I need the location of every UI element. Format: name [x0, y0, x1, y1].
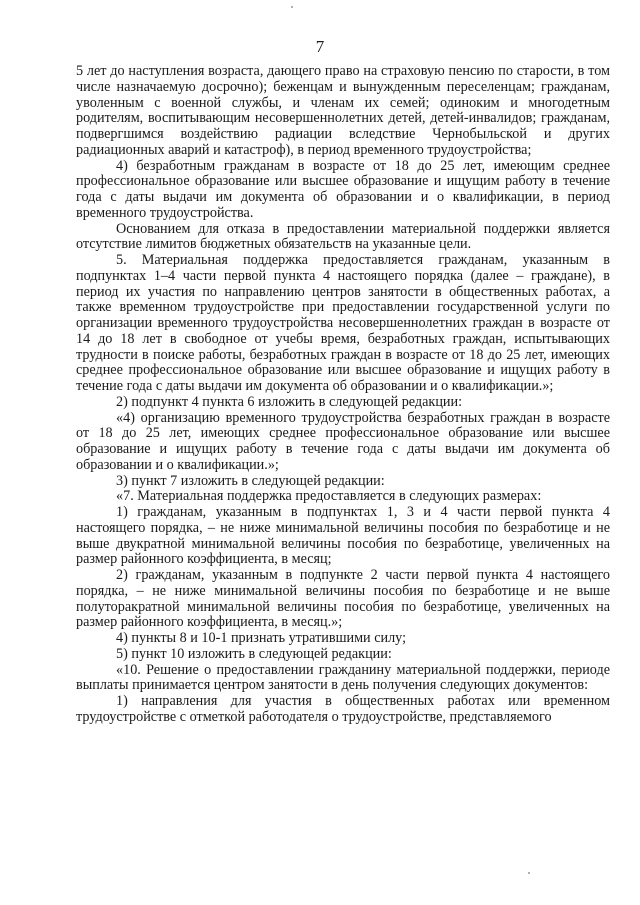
paragraph-amendment-3: 3) пункт 7 изложить в следующей редакции:	[116, 472, 385, 489]
paragraph-refusal-grounds: Основанием для отказа в предоставлении материальной поддержки является отсутствие лимитов бюджетных обязательств на указанные цели.	[76, 220, 610, 253]
paragraph-item-4: 4) безработным гражданам в возрасте от 18 до 25 лет, имеющим среднее профессиональное образование или высшее образование и ищущим работу в течение года с даты выдачи им документа об образовании и о квалификации, в период временного трудоустройства.	[76, 157, 610, 221]
paragraph-amendment-5: 5) пункт 10 изложить в следующей редакции:	[116, 645, 392, 662]
paragraph-continuation: 5 лет до наступления возраста, дающего право на страховую пенсию по старости, в том числе назначаемую досрочно); беженцам и вынужденным переселенцам; гражданам, уволенным с военной службы, и членам их семей; одиноким и многодетным родителям, воспитывающим несовершеннолетних детей, детей-инвалидов; гражданам, подвергшимся воздействию радиации вследствие Чернобыльской и других радиационных аварий и катастроф), в период временного трудоустройства;	[76, 63, 610, 158]
paragraph-new-subpoint-4: «4) организацию временного трудоустройства безработных граждан в возрасте от 18 до 25 лет, имеющих среднее профессиональное образование или высшее образование и ищущих работу в течение года с даты выдачи им документа об образовании и о квалификации.»;	[76, 409, 610, 473]
page-number: 7	[315, 37, 325, 56]
scan-speck	[291, 6, 293, 8]
paragraph-amendment-4: 4) пункты 8 и 10-1 признать утратившими силу;	[116, 630, 407, 646]
paragraph-point-7-sub-1: 1) гражданам, указанным в подпунктах 1, 3 и 4 части первой пункта 4 настоящего порядка, – не ниже минимальной величины пособия по безработице и не выше двукратной минимальной величины пособия по безработице, увеличенных на размер районного коэффициента, в месяц;	[76, 504, 610, 568]
scan-speck	[528, 872, 530, 874]
paragraph-amendment-2: 2) подпункт 4 пункта 6 изложить в следующей редакции:	[116, 393, 463, 410]
document-body	[76, 64, 610, 726]
paragraph-point-7-sub-2: 2) гражданам, указанным в подпункте 2 части первой пункта 4 настоящего порядка, – не ниже минимальной величины пособия по безработице и не выше полуторакратной минимальной величины пособия по безработице, увеличенных на размер районного коэффициента, в месяц.»;	[76, 567, 610, 631]
paragraph-point-10: «10. Решение о предоставлении гражданину материальной поддержки, периоде выплаты принимается центром занятости в день получения следующих документов:	[76, 661, 610, 694]
paragraph-point-10-sub-1: 1) направления для участия в общественных работах или временном трудоустройстве с отметкой работодателя о трудоустройстве, представляемого	[76, 693, 610, 725]
paragraph-point-7: «7. Материальная поддержка предоставляется в следующих размерах:	[116, 488, 542, 505]
paragraph-point-5: 5. Материальная поддержка предоставляется гражданам, указанным в подпунктах 1–4 части первой пункта 4 настоящего порядка (далее – граждане), в период их участия по направлению центров занятости в общественных работах, а также временном трудоустройстве при предоставлении государственной услуги по организации временного трудоустройства несовершеннолетних граждан в возрасте от 14 до 18 лет в свободное от учебы время, безработных граждан, испытывающих трудности в поиске работы, безработных граждан в возрасте от 18 до 25 лет, имеющих среднее профессиональное образование или высшее образование и ищущих работу в течение года с даты выдачи им документа об образовании и о квалификации.»;	[76, 252, 610, 394]
